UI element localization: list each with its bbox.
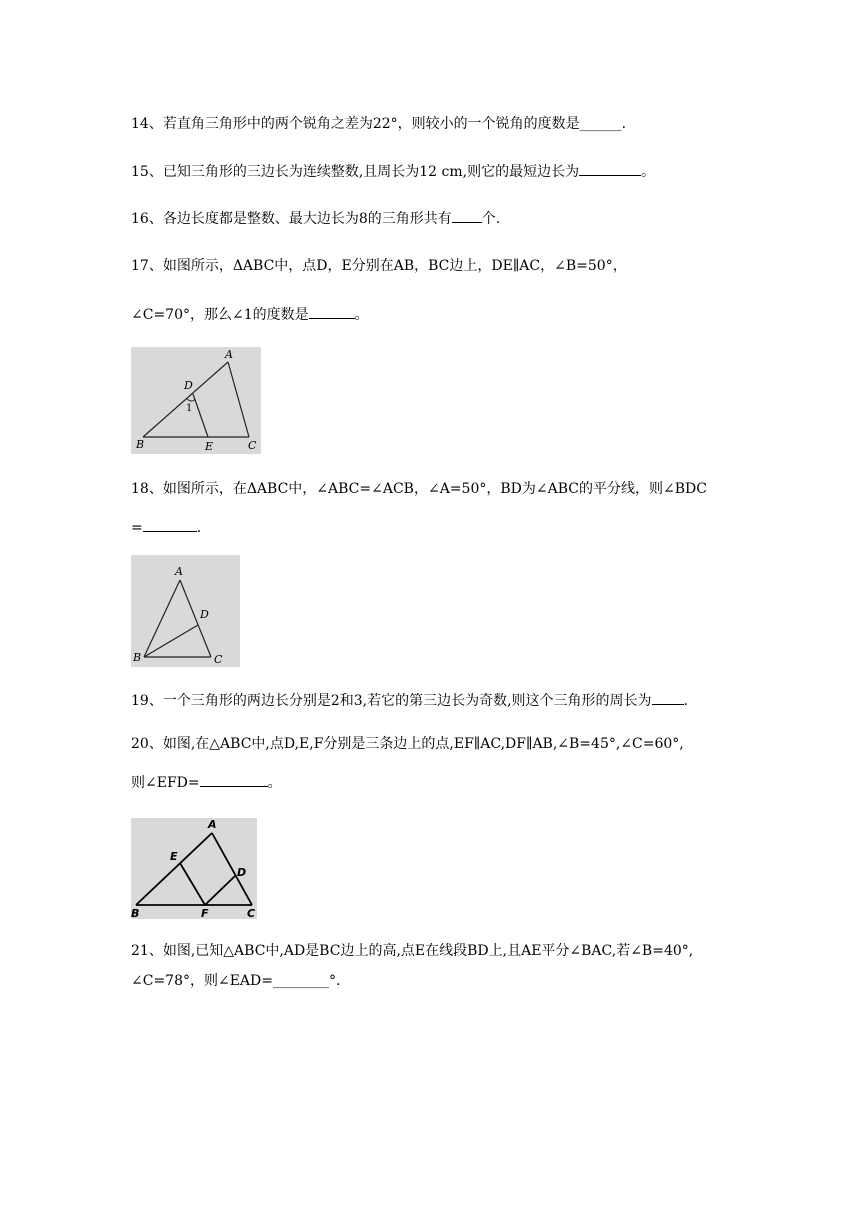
figure-20 xyxy=(131,818,257,919)
question-15 xyxy=(131,161,655,182)
question-18-text: = xyxy=(131,520,143,536)
question-15-end: 。 xyxy=(641,164,656,180)
question-20-text: 则∠EFD= xyxy=(131,775,200,791)
figure-17 xyxy=(131,347,261,454)
question-20-end: 。 xyxy=(267,775,282,791)
question-16-text: 16、各边长度都是整数、最大边长为8的三角形共有 xyxy=(131,211,452,227)
question-17-line1: 17、如图所示，ΔABC中，点D，E分别在AB，BC边上，DE∥AC，∠B=50°， xyxy=(131,258,627,274)
label-f: F xyxy=(201,907,209,919)
answer-blank xyxy=(652,690,684,705)
label-d: D xyxy=(184,379,193,392)
label-b: B xyxy=(133,651,142,664)
question-15-text: 15、已知三角形的三边长为连续整数,且周长为12 cm,则它的最短边长为 xyxy=(131,164,580,180)
question-17-line2 xyxy=(131,304,369,325)
question-14: 14、若直角三角形中的两个锐角之差为22°，则较小的一个锐角的度数是______. xyxy=(131,116,627,132)
question-20-line2 xyxy=(131,772,282,793)
label-b: B xyxy=(136,438,145,451)
question-18-line2 xyxy=(131,517,201,538)
question-18-line1: 18、如图所示，在ΔABC中，∠ABC=∠ACB，∠A=50°，BD为∠ABC的平分线，则∠BDC xyxy=(131,481,707,497)
label-c: C xyxy=(214,653,223,666)
question-19 xyxy=(131,690,688,711)
figure-18 xyxy=(131,555,240,667)
label-a: A xyxy=(225,348,233,361)
answer-blank xyxy=(452,208,482,223)
answer-blank xyxy=(200,772,268,787)
label-d: D xyxy=(237,866,247,879)
answer-blank xyxy=(309,304,355,319)
answer-blank xyxy=(143,517,197,532)
question-19-text: 19、一个三角形的两边长分别是2和3,若它的第三边长为奇数,则这个三角形的周长为 xyxy=(131,693,652,709)
label-a: A xyxy=(175,565,183,578)
label-e: E xyxy=(170,850,178,863)
question-21-line1: 21、如图,已知△ABC中,AD是BC边上的高,点E在线段BD上,且AE平分∠BAC,若∠B=40°, xyxy=(131,943,694,959)
question-21-line2: ∠C=78°，则∠EAD=________°. xyxy=(131,973,341,989)
question-19-end: . xyxy=(683,693,688,709)
angle-1-label: 1 xyxy=(186,403,193,414)
question-18-end: . xyxy=(196,520,202,536)
label-b: B xyxy=(131,907,140,919)
question-17-end: 。 xyxy=(354,307,369,323)
question-20-line1: 20、如图,在△ABC中,点D,E,F分别是三条边上的点,EF∥AC,DF∥AB,∠B=45°,∠C=60°, xyxy=(131,736,684,752)
question-16 xyxy=(131,208,500,229)
question-17-text: ∠C=70°，那么∠1的度数是 xyxy=(131,307,309,323)
label-d: D xyxy=(200,608,209,621)
label-c: C xyxy=(248,439,257,452)
label-e: E xyxy=(205,440,214,453)
answer-blank xyxy=(579,161,641,176)
question-16-end: 个. xyxy=(481,211,501,227)
label-a: A xyxy=(208,818,217,831)
label-c: C xyxy=(247,907,256,919)
